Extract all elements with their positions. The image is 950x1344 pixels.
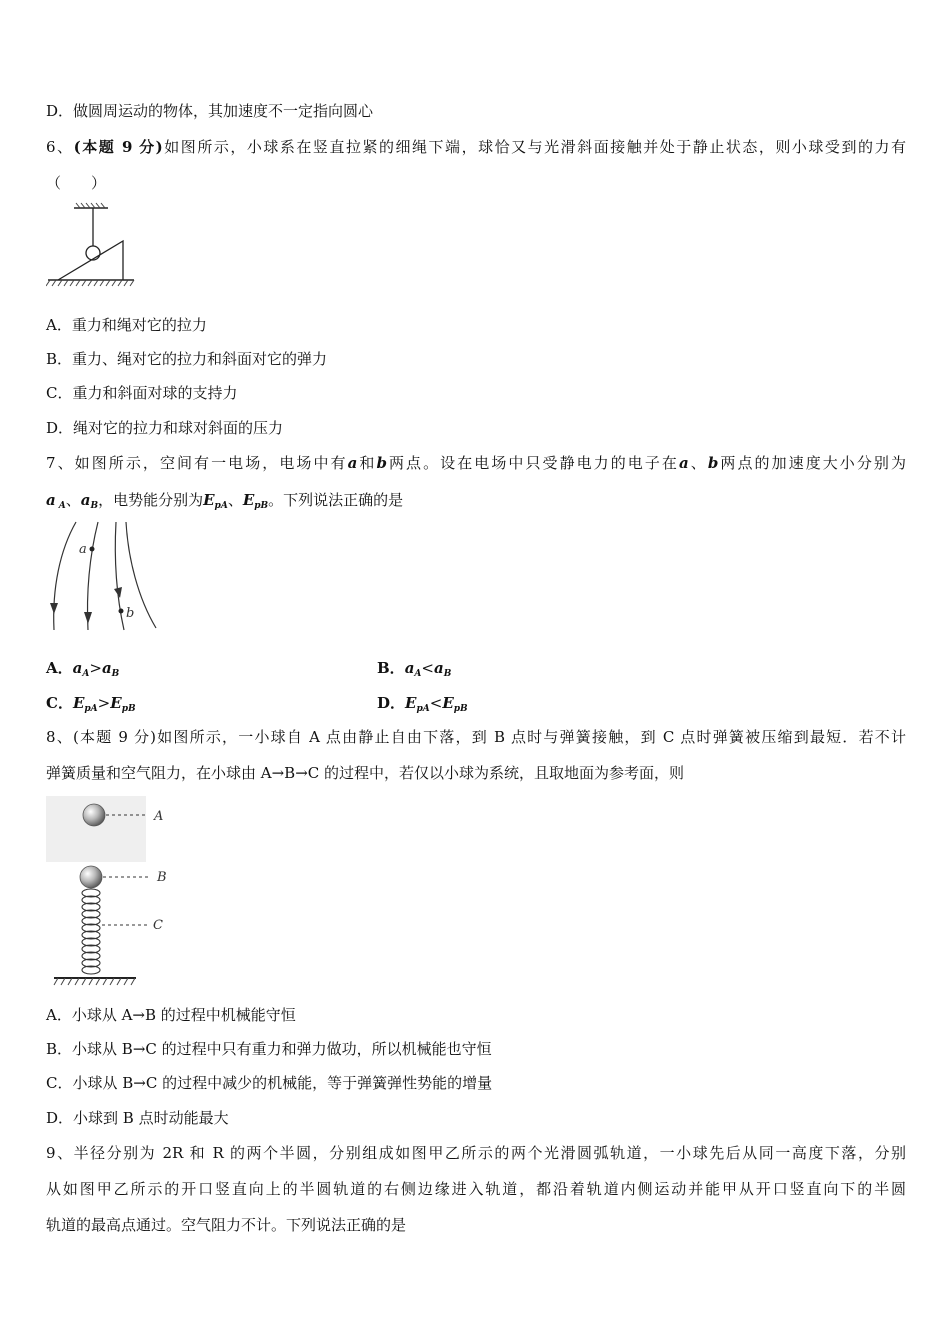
q7-sub-a: A	[58, 501, 66, 511]
q7-var-a: a	[80, 491, 91, 509]
q7-var-a: a	[404, 659, 415, 677]
q7-text: 、	[688, 454, 708, 472]
q6-stem	[46, 137, 906, 157]
q7-point-a: a	[347, 454, 358, 472]
q7-sep: 、	[227, 491, 243, 509]
q8-option-c: C．小球从 B→C 的过程中减少的机械能，等于弹簧弹性势能的增量	[46, 1074, 493, 1092]
q8-option-a: A．小球从 A→B 的过程中机械能守恒	[46, 1006, 296, 1024]
q7-text: 两点的加速度大小分别为	[718, 454, 906, 472]
q7-sub-pa: pA	[84, 704, 98, 714]
q6-option-c: C．重力和斜面对球的支持力	[46, 384, 238, 402]
q6-stem-text: 如图所示，小球系在竖直拉紧的细绳下端，球恰又与光滑斜面接触并处于静止状态，则小球受到的力有	[162, 138, 907, 156]
q7-sub-pb: pB	[453, 704, 468, 714]
q6-incline-figure	[46, 200, 138, 292]
q6-number: 6、	[46, 138, 74, 156]
q7-point-a: a	[678, 454, 689, 472]
q7-sub-pb: pB	[254, 501, 269, 511]
q7-point-b: b	[376, 454, 387, 472]
q8-stem-line1: 8、(本题 9 分)如图所示，一小球自 A 点由静止自由下落，到 B 点时与弹簧接触，到 C 点时弹簧被压缩到最短．若不计	[46, 728, 906, 746]
q7-text: 和	[357, 454, 377, 472]
q8-spring-figure	[46, 792, 176, 992]
q7-var-a: a	[46, 491, 56, 509]
q7-var-e: E	[72, 694, 85, 712]
q7-sep: 、	[65, 491, 81, 509]
q9-stem-line2: 从如图甲乙所示的开口竖直向上的半圆轨道的右侧边缘进入轨道，都沿着轨道内侧运动并能甲从开口竖直向下的半圆	[46, 1180, 906, 1198]
q7-text: ，电势能分别为	[98, 491, 204, 509]
q7-point-b: b	[707, 454, 719, 472]
q8-option-d: D．小球到 B 点时动能最大	[46, 1109, 229, 1127]
q7-sub-b: B	[90, 501, 99, 511]
option-label: B．	[377, 659, 405, 677]
q7-option-b	[377, 658, 451, 684]
q7-option-a	[46, 658, 119, 684]
q7-relation: <	[429, 694, 443, 712]
q7-sub-b: B	[111, 669, 120, 679]
q7-option-d	[377, 693, 468, 719]
option-label: D．	[377, 694, 406, 712]
q7-fig-label-b: b	[126, 606, 135, 621]
q7-sub-b: B	[443, 669, 452, 679]
q7-relation: <	[421, 659, 434, 677]
q8-fig-label-c: C	[153, 918, 163, 933]
q6-score: (本题 9 分)	[73, 138, 163, 156]
q7-text: 两点。设在电场中只受静电力的电子在	[386, 454, 679, 472]
q8-option-b: B．小球从 B→C 的过程中只有重力和弹力做功，所以机械能也守恒	[46, 1040, 492, 1058]
q7-var-e: E	[442, 694, 454, 712]
q7-sub-pb: pB	[121, 704, 136, 714]
q7-relation: >	[89, 659, 102, 677]
q7-stem-line2	[46, 490, 403, 516]
q7-var-e: E	[405, 694, 417, 712]
q7-var-e: E	[110, 694, 122, 712]
q7-stem-line1	[46, 453, 906, 473]
q7-var-a: a	[72, 659, 83, 677]
q7-sub-pa: pA	[416, 704, 430, 714]
q7-relation: >	[97, 694, 111, 712]
q8-stem-line2: 弹簧质量和空气阻力，在小球由 A→B→C 的过程中，若仅以小球为系统，且取地面为参考面，则	[46, 764, 685, 782]
q7-var-e: E	[242, 491, 255, 509]
q9-stem-line3: 轨道的最高点通过。空气阻力不计。下列说法正确的是	[46, 1216, 407, 1234]
q6-answer-paren: （ ）	[46, 174, 107, 192]
q7-var-a: a	[101, 659, 112, 677]
q7-fig-label-a: a	[79, 542, 87, 557]
q6-option-d: D．绳对它的拉力和球对斜面的压力	[46, 419, 284, 437]
q7-option-c	[46, 693, 136, 719]
q7-text: 。下列说法正确的是	[268, 491, 404, 509]
q6-option-a: A．重力和绳对它的拉力	[46, 316, 207, 334]
q7-text: 7、如图所示，空间有一电场，电场中有	[46, 454, 348, 472]
q7-var-e: E	[203, 491, 215, 509]
q6-option-b: B．重力、绳对它的拉力和斜面对它的弹力	[46, 350, 328, 368]
q8-fig-label-a: A	[154, 809, 164, 824]
option-label: A．	[46, 659, 73, 677]
q7-field-lines-figure	[46, 518, 162, 636]
q9-stem-line1: 9、半径分别为 2R 和 R 的两个半圆，分别组成如图甲乙所示的两个光滑圆弧轨道，一小球先后从同一高度下落，分别	[46, 1144, 906, 1162]
q5-option-d: D．做圆周运动的物体，其加速度不一定指向圆心	[46, 102, 374, 120]
q8-fig-label-b: B	[157, 870, 167, 885]
option-label: C．	[46, 694, 73, 712]
q7-sub-pa: pA	[214, 501, 228, 511]
q7-var-a: a	[433, 659, 444, 677]
q7-sub-a: A	[414, 669, 422, 679]
q7-sub-a: A	[82, 669, 90, 679]
